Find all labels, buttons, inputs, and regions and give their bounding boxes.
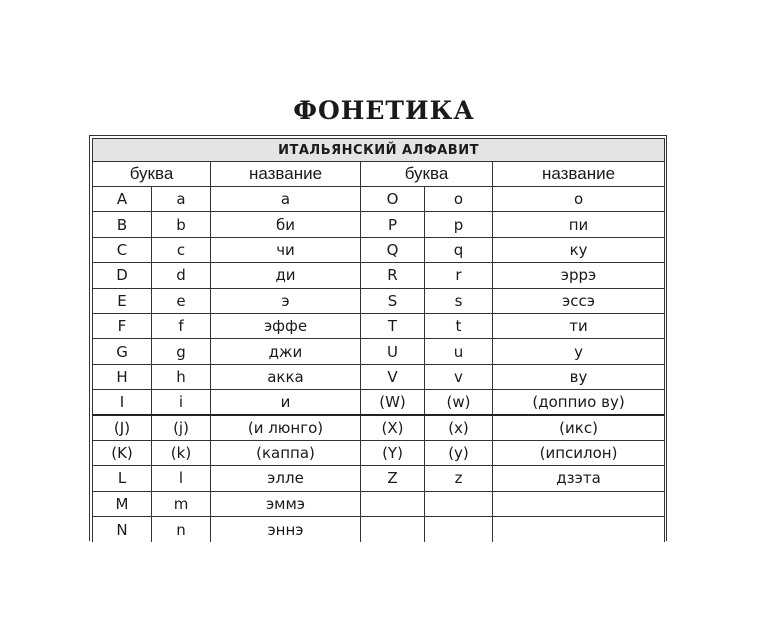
table-row [93, 313, 665, 338]
letter-name-left: и [211, 390, 361, 415]
letter-name-right: (икс) [493, 415, 665, 440]
letter-name-left: (каппа) [211, 440, 361, 465]
lower-letter-left: e [152, 288, 211, 313]
upper-letter-right: (Y) [361, 440, 425, 465]
header-name-left: название [211, 162, 361, 187]
upper-letter-right: Z [361, 466, 425, 491]
lower-letter-left: c [152, 237, 211, 262]
lower-letter-right: (x) [425, 415, 493, 440]
table-row [93, 466, 665, 491]
lower-letter-right: z [425, 466, 493, 491]
lower-letter-left: a [152, 187, 211, 212]
letter-name-right: (доппио ву) [493, 390, 665, 415]
lower-letter-left: n [152, 517, 211, 542]
letter-name-right: о [493, 187, 665, 212]
lower-letter-left: l [152, 466, 211, 491]
lower-letter-left: f [152, 313, 211, 338]
lower-letter-right: u [425, 339, 493, 364]
upper-letter-left: C [93, 237, 152, 262]
upper-letter-left: D [93, 263, 152, 288]
upper-letter-right: V [361, 364, 425, 389]
italian-alphabet-table [92, 138, 665, 542]
letter-name-right: дзэта [493, 466, 665, 491]
header-name-right: название [493, 162, 665, 187]
letter-name-right: ку [493, 237, 665, 262]
letter-name-left: чи [211, 237, 361, 262]
upper-letter-left: H [93, 364, 152, 389]
lower-letter-left: (j) [152, 415, 211, 440]
table-header-row [93, 162, 665, 187]
letter-name-right [493, 517, 665, 542]
letter-name-left: эммэ [211, 491, 361, 516]
lower-letter-left: g [152, 339, 211, 364]
letter-name-left: ди [211, 263, 361, 288]
upper-letter-left: (J) [93, 415, 152, 440]
letter-name-left: эннэ [211, 517, 361, 542]
lower-letter-right: v [425, 364, 493, 389]
upper-letter-right: P [361, 212, 425, 237]
lower-letter-right: t [425, 313, 493, 338]
lower-letter-right: o [425, 187, 493, 212]
upper-letter-left: A [93, 187, 152, 212]
lower-letter-left: b [152, 212, 211, 237]
table-row [93, 212, 665, 237]
upper-letter-left: N [93, 517, 152, 542]
upper-letter-right: (W) [361, 390, 425, 415]
lower-letter-left: i [152, 390, 211, 415]
upper-letter-left: E [93, 288, 152, 313]
table-row [93, 288, 665, 313]
lower-letter-right [425, 491, 493, 516]
table-caption-row [93, 139, 665, 162]
letter-name-left: джи [211, 339, 361, 364]
page-title: ФОНЕТИКА [293, 96, 475, 125]
letter-name-right: у [493, 339, 665, 364]
lower-letter-left: m [152, 491, 211, 516]
letter-name-right [493, 491, 665, 516]
letter-name-right: ти [493, 313, 665, 338]
letter-name-right: эссэ [493, 288, 665, 313]
upper-letter-right: (X) [361, 415, 425, 440]
letter-name-left: акка [211, 364, 361, 389]
table-row [93, 339, 665, 364]
upper-letter-left: B [93, 212, 152, 237]
letter-name-left: элле [211, 466, 361, 491]
upper-letter-left: I [93, 390, 152, 415]
upper-letter-left: (K) [93, 440, 152, 465]
upper-letter-left: F [93, 313, 152, 338]
upper-letter-right: R [361, 263, 425, 288]
letter-name-left: эффе [211, 313, 361, 338]
lower-letter-right: q [425, 237, 493, 262]
upper-letter-right: S [361, 288, 425, 313]
letter-name-right: ву [493, 364, 665, 389]
letter-name-left: а [211, 187, 361, 212]
lower-letter-right: (w) [425, 390, 493, 415]
upper-letter-right: T [361, 313, 425, 338]
upper-letter-left: L [93, 466, 152, 491]
table-row [93, 237, 665, 262]
table-row [93, 491, 665, 516]
upper-letter-left: G [93, 339, 152, 364]
upper-letter-right [361, 517, 425, 542]
upper-letter-right: Q [361, 237, 425, 262]
lower-letter-right: s [425, 288, 493, 313]
lower-letter-left: (k) [152, 440, 211, 465]
letter-name-left: э [211, 288, 361, 313]
letter-name-left: би [211, 212, 361, 237]
upper-letter-right: O [361, 187, 425, 212]
table-caption: ИТАЛЬЯНСКИЙ АЛФАВИТ [93, 139, 665, 162]
letter-name-left: (и люнго) [211, 415, 361, 440]
lower-letter-right: p [425, 212, 493, 237]
upper-letter-left: M [93, 491, 152, 516]
lower-letter-right [425, 517, 493, 542]
header-letter-left: буква [93, 162, 211, 187]
table-row [93, 364, 665, 389]
letter-name-right: пи [493, 212, 665, 237]
letter-name-right: (ипсилон) [493, 440, 665, 465]
table-row [93, 263, 665, 288]
lower-letter-left: d [152, 263, 211, 288]
table-row [93, 440, 665, 465]
table-row [93, 517, 665, 542]
header-letter-right: буква [361, 162, 493, 187]
upper-letter-right: U [361, 339, 425, 364]
table-body [93, 139, 665, 542]
table-row [93, 187, 665, 212]
table-row [93, 415, 665, 440]
lower-letter-right: r [425, 263, 493, 288]
lower-letter-right: (y) [425, 440, 493, 465]
letter-name-right: эррэ [493, 263, 665, 288]
table-row [93, 390, 665, 415]
lower-letter-left: h [152, 364, 211, 389]
upper-letter-right [361, 491, 425, 516]
